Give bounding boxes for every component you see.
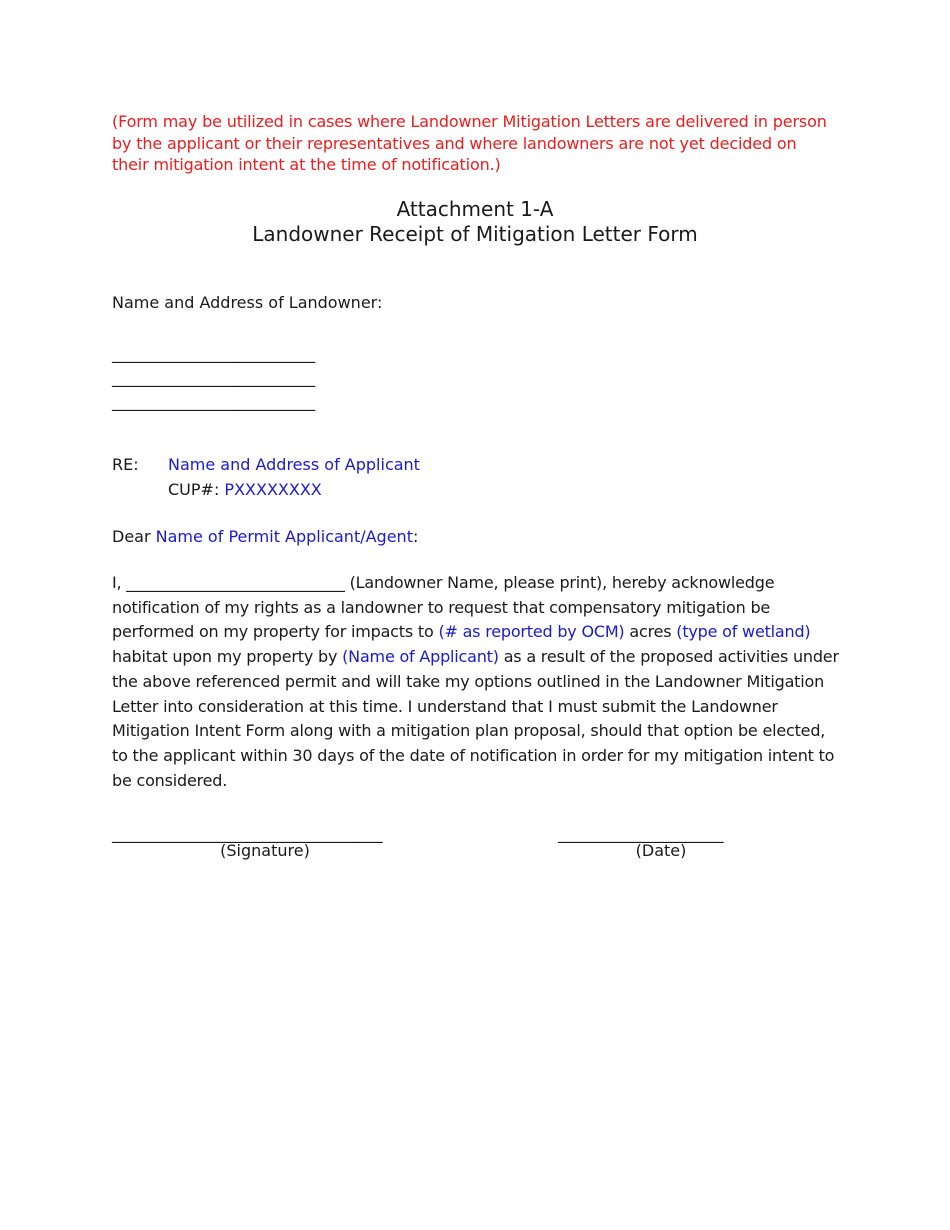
- signature-line[interactable]: ____________________________________: [112, 824, 382, 843]
- re-values: [168, 452, 420, 502]
- form-title: [0, 197, 950, 247]
- date-caption: (Date): [635, 841, 687, 860]
- applicant-name-address: Name and Address of Applicant: [168, 455, 420, 474]
- usage-notice: (Form may be utilized in cases where Landowner Mitigation Letters are delivered in person by the applicant or their representatives and where landowners are not yet decided on their mitigation intent at the time of notification.): [112, 112, 827, 174]
- applicant-name-placeholder: (Name of Applicant): [342, 647, 499, 667]
- cup-number: [168, 477, 420, 502]
- re-label: RE:: [112, 455, 139, 474]
- acknowledgement-paragraph: [112, 571, 842, 793]
- attachment-title: Attachment 1-A: [396, 197, 554, 221]
- body-part-3: habitat upon my property by: [112, 647, 338, 667]
- body-part-4: as a result of the proposed activities under the above referenced permit and will take my options outlined in the Landowner Mitigation Letter into consideration at this time. I understand that I must submit the Landowner Mitigation Intent Form along with a mitigation plan proposal, should that option be elected, to the applicant within 30 days of the date of notification in order for my mitigation intent to be considered.: [112, 647, 839, 790]
- date-line[interactable]: ______________________: [558, 824, 723, 843]
- form-name-title: Landowner Receipt of Mitigation Letter Form: [252, 222, 698, 246]
- body-part-2: acres: [629, 622, 672, 642]
- landowner-label: Name and Address of Landowner:: [112, 293, 383, 312]
- landowner-address-lines: [112, 342, 315, 414]
- wetland-type-placeholder: (type of wetland): [676, 622, 811, 642]
- cup-value: PXXXXXXXX: [224, 480, 322, 499]
- salutation: [112, 526, 418, 548]
- landowner-address-line-1[interactable]: ___________________________: [112, 344, 315, 363]
- signature-caption: (Signature): [220, 841, 310, 860]
- salutation-colon: :: [412, 527, 419, 546]
- acres-placeholder: (# as reported by OCM): [438, 622, 625, 642]
- applicant-agent-name: Name of Permit Applicant/Agent: [155, 527, 413, 546]
- salutation-prefix: Dear: [112, 527, 151, 546]
- landowner-address-line-2[interactable]: ___________________________: [112, 368, 315, 387]
- body-part-1: I, ____________________________ (Landowner Name, please print), hereby acknowledge notification of my rights as a landowner to request that compensatory mitigation be performed on my property for impacts to: [112, 573, 775, 642]
- cup-label: CUP#:: [168, 480, 220, 499]
- landowner-address-line-3[interactable]: ___________________________: [112, 392, 315, 411]
